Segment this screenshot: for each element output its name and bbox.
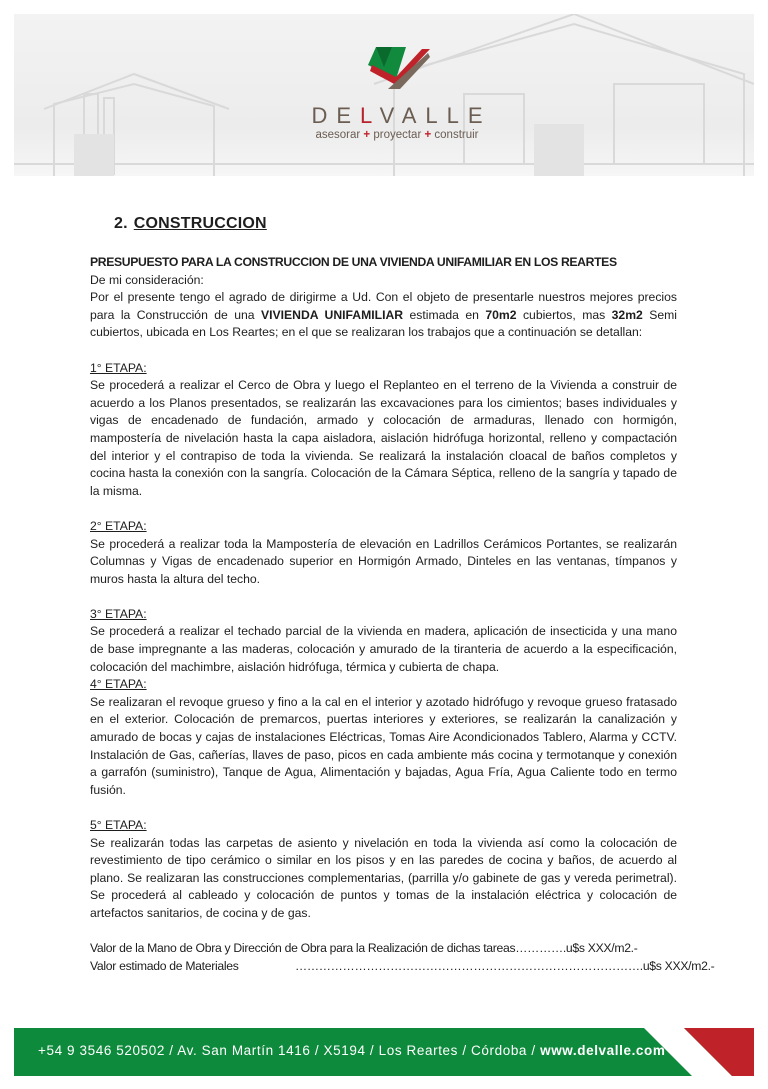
stage-2-title: 2° ETAPA: — [90, 518, 147, 533]
stage-1-text: Se procederá a realizar el Cerco de Obra y luego el Replanteo en el terreno de la Vivienda a construir de acuerdo a los Planos presentados, se realizarán las excavaciones para los cimientos; bases individuales y vigas de encadenado de fundación, armado y colocación de armaduras, llenado con hormigón, mampostería de nivelación hasta la capa aisladora, aislación hidrófuga horizontal, relleno y compactación del interior y el contrapiso de toda la vivienda. Se realizará la instalación cloacal de baños completos y cocina hasta la conexión con la sangría. Colocación de la Cámara Séptica, relleno de la sangría y tapado de la misma. — [90, 378, 677, 498]
contact-info: +54 9 3546 520502 / Av. San Martín 1416 / X5194 / Los Reartes / Córdoba / — [38, 1043, 541, 1058]
stage-4-title: 4° ETAPA: — [90, 677, 147, 692]
intro-paragraph: Por el presente tengo el agrado de dirigirme a Ud. Con el objeto de presentarle nuestros mejores precios para la Construcción de una VIVIENDA UNIFAMILIAR estimada en 70m2 cubiertos, mas 32m2 Semi cubiertos, ubicada en Los Reartes; en el que se realizaran los trabajos que a continuación se detallan: — [90, 290, 678, 340]
section-title: 2. CONSTRUCCION — [114, 215, 267, 232]
stage-4-text: Se realizaran el revoque grueso y fino a la cal en el interior y azotado hidrófugo y revoque grueso fratasado en el exterior. Colocación de premarcos, puertas interiores y exteriores, se realizarán la canalización y amurado de bocas y cajas de instalaciones Eléctricas, Tomas Aire Acondicionados Tablero, Alarma y CCTV. Instalación de Gas, cañerías, llaves de paso, picos en cada ambiente más cocina y termotanque y conexión a garrafón (suministro), Tanque de Agua, Alimentación y bajadas, Agua Fría, Agua Caliente todo en termo fusión. — [90, 694, 677, 797]
document-body — [90, 254, 715, 975]
greeting: De mi consideración: — [90, 272, 204, 287]
brand-name: DELVALLE — [311, 103, 492, 128]
stage-3-title: 3° ETAPA: — [90, 606, 147, 621]
stage-1-title: 1° ETAPA: — [90, 360, 147, 375]
brand-tagline: asesorar + proyectar + construir — [315, 129, 479, 141]
delvalle-logo-icon — [362, 45, 432, 101]
budget-heading: PRESUPUESTO PARA LA CONSTRUCCION DE UNA VIVIENDA UNIFAMILIAR EN LOS REARTES — [90, 255, 617, 269]
header-banner — [14, 14, 754, 176]
footer-bar — [14, 1028, 754, 1076]
stage-2-text: Se procederá a realizar toda la Mampostería de elevación en Ladrillos Cerámicos Portantes, se realizarán Columnas y Vigas de encadenado superior en Hormigón Armado, Dinteles en las ventanas, tímpanos y muros hasta la altura del techo. — [90, 536, 677, 586]
website-link[interactable]: www.delvalle.com — [540, 1043, 666, 1058]
stage-5-title: 5° ETAPA: — [90, 818, 147, 832]
company-logo — [277, 45, 517, 141]
stage-3-text: Se procederá a realizar el techado parcial de la vivienda en madera, aplicación de insecticida y una mano de base impregnante a las maderas, colocación y amurado de la tiranteria de acuerdo a la especificación, colocación del machimbre, aislación hidrófuga, térmica y cubierta de chapa. — [90, 624, 677, 674]
stage-5-text: Se realizarán todas las carpetas de asiento y nivelación en toda la vivienda así como la colocación de revestimiento de tipo cerámico o similar en los pisos y en las paredes de cocina y baños, de acuerdo al plano. Se realizaran las construcciones complementarias, (parrilla y/o gabinete de gas y vereda perimetral). Se procederá al cableado y colocación de puntos y tomas de la instalación eléctrica y colocación de artefactos sanitarios, de cocina y de gas. — [90, 835, 677, 920]
labor-price-line: Valor de la Mano de Obra y Dirección de Obra para la Realización de dichas tareas………….u$s XXX/m2.- — [90, 941, 638, 956]
materials-price-line: Valor estimado de Materiales …………………………………………………………………………….u$s XXX/m2.- — [90, 958, 715, 973]
footer-contact — [38, 1043, 666, 1058]
